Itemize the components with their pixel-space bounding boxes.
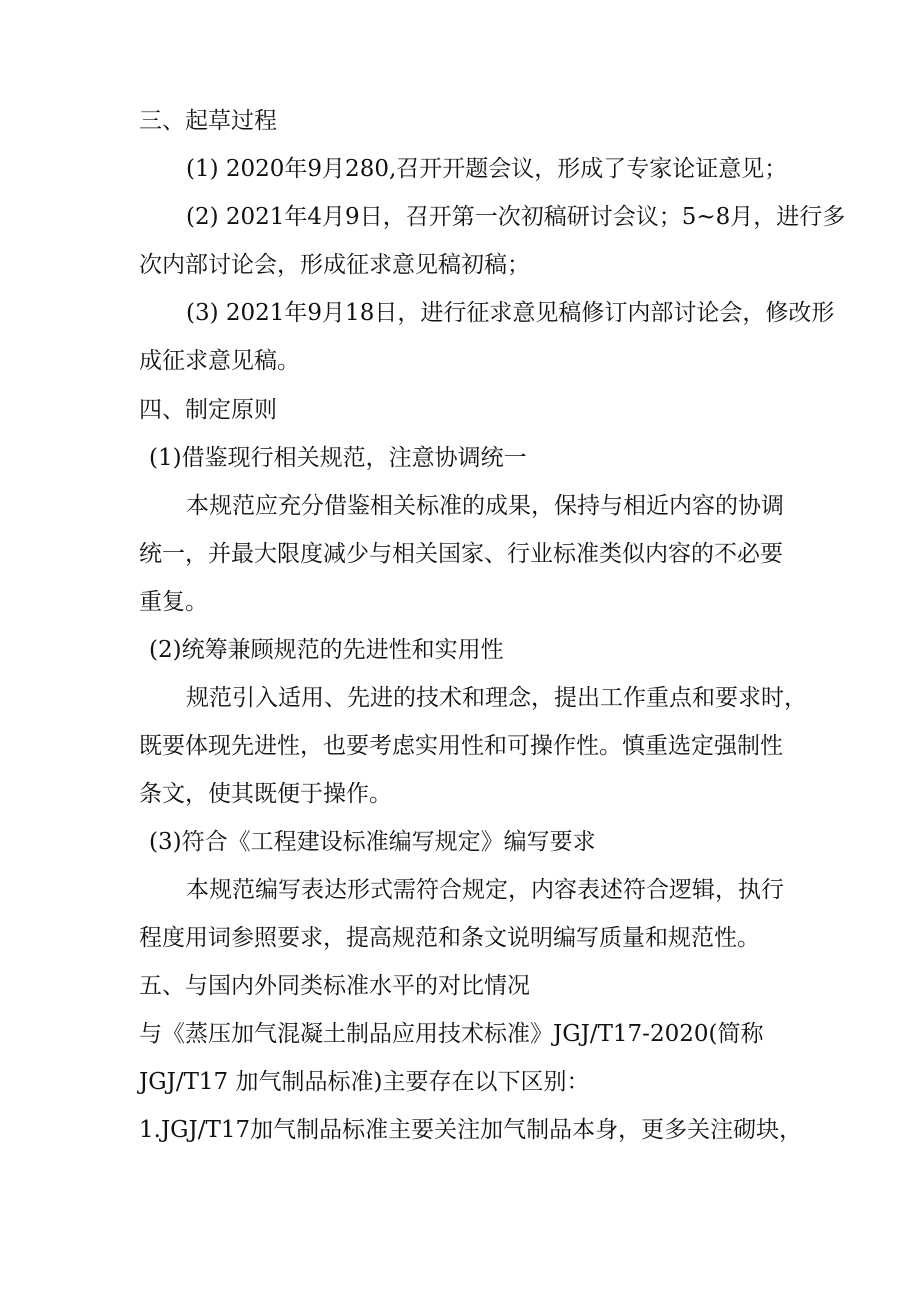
principle-3-text-continued: 程度用词参照要求，提高规范和条文说明编写质量和规范性。 (139, 925, 760, 951)
principle-3-heading: (3)符合《工程建设标准编写规定》编写要求 (149, 829, 596, 855)
comparison-intro-continued: JGJ/T17 加气制品标准)主要存在以下区别： (139, 1069, 590, 1095)
section-heading-principles: 四、制定原则 (139, 397, 277, 423)
principle-2-text: 规范引入适用、先进的技术和理念，提出工作重点和要求时， (186, 685, 807, 711)
principle-2-heading: (2)统筹兼顾规范的先进性和实用性 (149, 637, 504, 663)
drafting-step-1: (1) 2020年9月280,召开开题会议，形成了专家论证意见； (186, 156, 788, 182)
section-heading-drafting-process: 三、起草过程 (139, 108, 277, 134)
comparison-item-1: 1.JGJ/T17加气制品标准主要关注加气制品本身，更多关注砌块， (139, 1117, 803, 1143)
drafting-step-3: (3) 2021年9月18日，进行征求意见稿修订内部讨论会，修改形 (186, 300, 835, 326)
principle-2-text-continued: 既要体现先进性，也要考虑实用性和可操作性。慎重选定强制性 (139, 733, 783, 759)
principle-1-text: 本规范应充分借鉴相关标准的成果，保持与相近内容的协调 (186, 493, 784, 519)
drafting-step-2-continued: 次内部讨论会，形成征求意见稿初稿； (139, 252, 530, 278)
principle-1-text-continued: 统一，并最大限度减少与相关国家、行业标准类似内容的不必要 (139, 541, 783, 567)
section-heading-comparison: 五、与国内外同类标准水平的对比情况 (139, 973, 530, 999)
principle-1-text-end: 重复。 (139, 589, 208, 615)
comparison-intro: 与《蒸压加气混凝土制品应用技术标准》JGJ/T17-2020(简称 (139, 1021, 764, 1047)
principle-2-text-end: 条文，使其既便于操作。 (139, 781, 392, 807)
drafting-step-3-continued: 成征求意见稿。 (139, 348, 300, 374)
drafting-step-2: (2) 2021年4月9日，召开第一次初稿研讨会议；5~8月，进行多 (186, 204, 846, 230)
principle-1-heading: (1)借鉴现行相关规范，注意协调统一 (149, 445, 527, 471)
principle-3-text: 本规范编写表达形式需符合规定，内容表述符合逻辑，执行 (186, 877, 784, 903)
